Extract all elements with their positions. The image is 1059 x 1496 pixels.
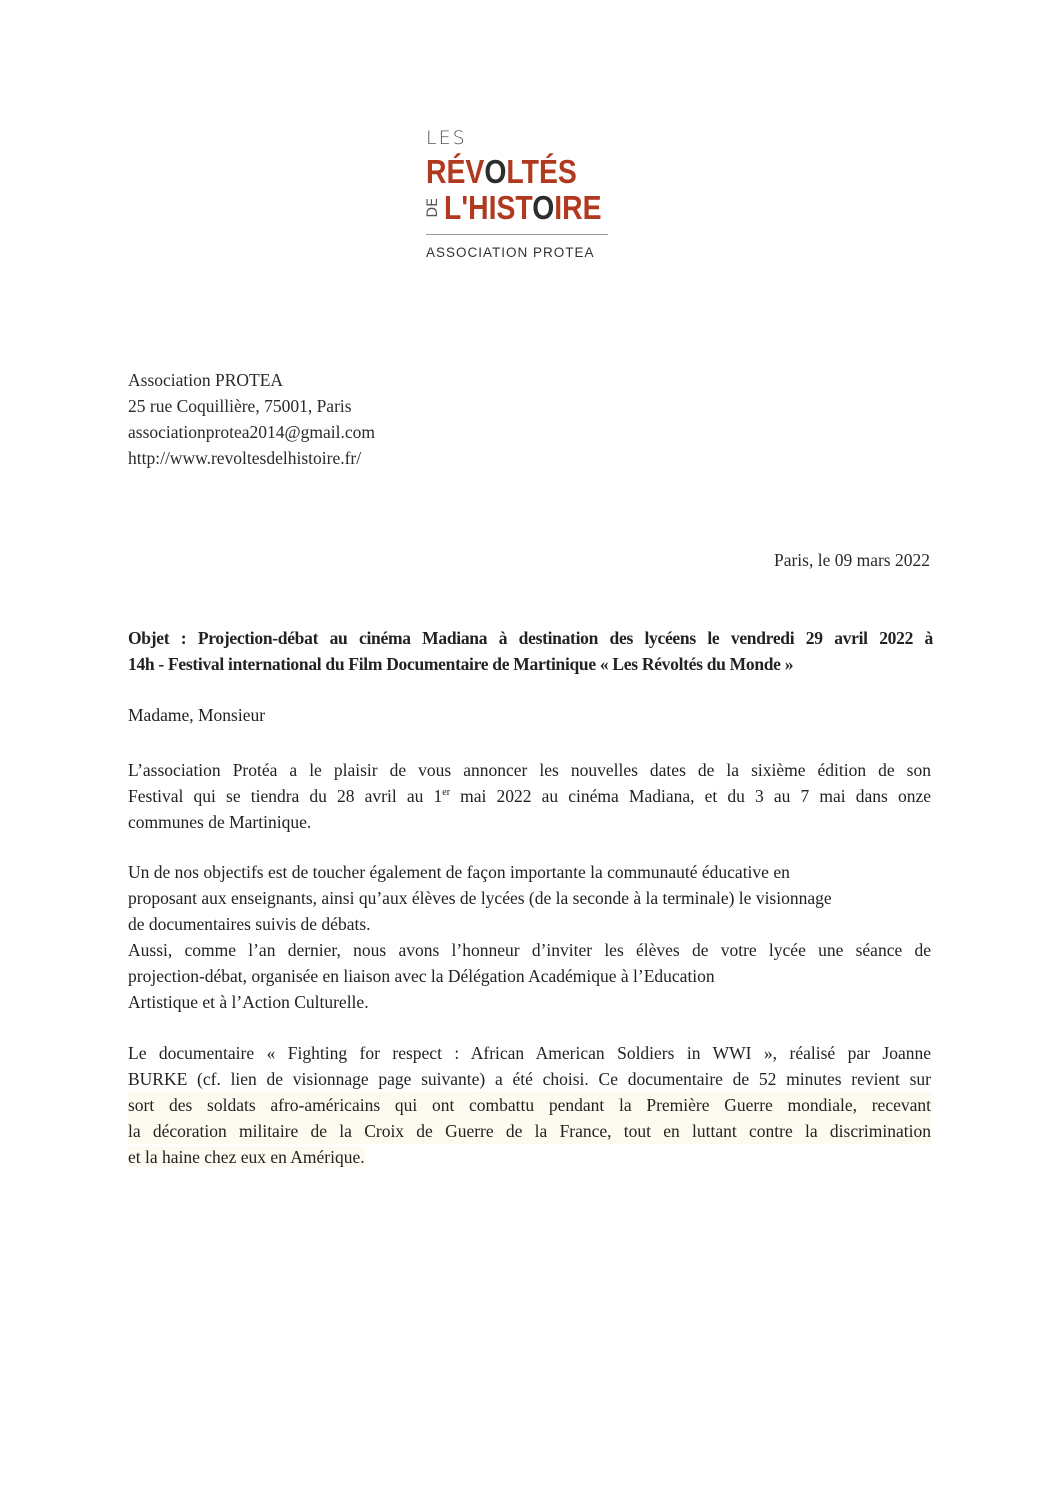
paragraph-objectives (128, 859, 931, 1015)
text-run: mai 2022 au cinéma Madiana, et du 3 au 7 mai dans onze (450, 786, 931, 806)
paragraph-line: sort des soldats afro-américains qui ont combattu pendant la Première Guerre mondiale, recevant (128, 1092, 931, 1118)
paragraph-line: BURKE (cf. lien de visionnage page suivante) a été choisi. Ce documentaire de 52 minutes revient sur (128, 1069, 931, 1089)
paragraph-line: L’association Protéa a le plaisir de vous annoncer les nouvelles dates de la sixième édition de son (128, 760, 931, 780)
sender-street: 25 rue Coquillière, 75001, Paris (128, 396, 352, 416)
sender-address-block (128, 367, 375, 471)
sender-email[interactable]: associationprotea2014@gmail.com (128, 422, 375, 442)
logo-title-part: L'HIST (444, 189, 533, 226)
logo-title-accent: O (532, 189, 555, 226)
paragraph-line: Un de nos objectifs est de toucher également de façon importante la communauté éducative en (128, 862, 790, 882)
paragraph-line: Artistique et à l’Action Culturelle. (128, 992, 369, 1012)
paragraph-line: communes de Martinique. (128, 812, 312, 832)
salutation: Madame, Monsieur (128, 705, 266, 725)
logo-subtitle: ASSOCIATION PROTEA (426, 245, 595, 260)
letter-date: Paris, le 09 mars 2022 (773, 550, 930, 570)
paragraph-line (128, 783, 931, 809)
subject-line: Objet : Projection-débat au cinéma Madiana à destination des lycéens le vendredi 29 avril 2022 à (128, 628, 933, 648)
paragraph-line (128, 1144, 931, 1170)
logo-title-row2 (426, 190, 616, 226)
paragraph-announcement (128, 757, 931, 835)
paragraph-line: Le documentaire « Fighting for respect : African American Soldiers in WWI », réalisé par Joanne (128, 1043, 931, 1063)
logo-de-text: DE (425, 198, 441, 218)
superscript: er (442, 787, 451, 799)
text-run: Festival qui se tiendra du 28 avril au 1 (128, 786, 443, 806)
sender-website[interactable]: http://www.revoltesdelhistoire.fr/ (128, 448, 362, 468)
logo-title-line1 (426, 154, 589, 190)
logo-title-part: RÉV (426, 153, 485, 190)
logo-title-accent: O (484, 153, 507, 190)
logo-title-part: IRE (554, 189, 602, 226)
paragraph-line: proposant aux enseignants, ainsi qu’aux élèves de lycées (de la seconde à la terminale) le visionnage (128, 888, 832, 908)
paragraph-line: projection-débat, organisée en liaison avec la Délégation Académique à l’Education (128, 966, 715, 986)
logo-title-part: LTÉS (506, 153, 577, 190)
logo (426, 128, 616, 260)
logo-divider (426, 234, 608, 235)
paragraph-line: Aussi, comme l’an dernier, nous avons l’honneur d’inviter les élèves de votre lycée une séance de (128, 940, 931, 960)
sender-name: Association PROTEA (128, 370, 284, 390)
paragraph-line: de documentaires suivis de débats. (128, 914, 371, 934)
paragraph-line: la décoration militaire de la Croix de Guerre de la France, tout en luttant contre la discrimination (128, 1118, 931, 1144)
logo-title-line2 (444, 190, 602, 226)
text-run: et la haine chez eux en Amérique. (128, 1147, 365, 1167)
subject-line: 14h - Festival international du Film Documentaire de Martinique « Les Révoltés du Monde » (128, 654, 794, 674)
letter-subject (128, 625, 933, 677)
logo-les-text: LES (426, 127, 467, 149)
paragraph-documentary (128, 1040, 931, 1170)
